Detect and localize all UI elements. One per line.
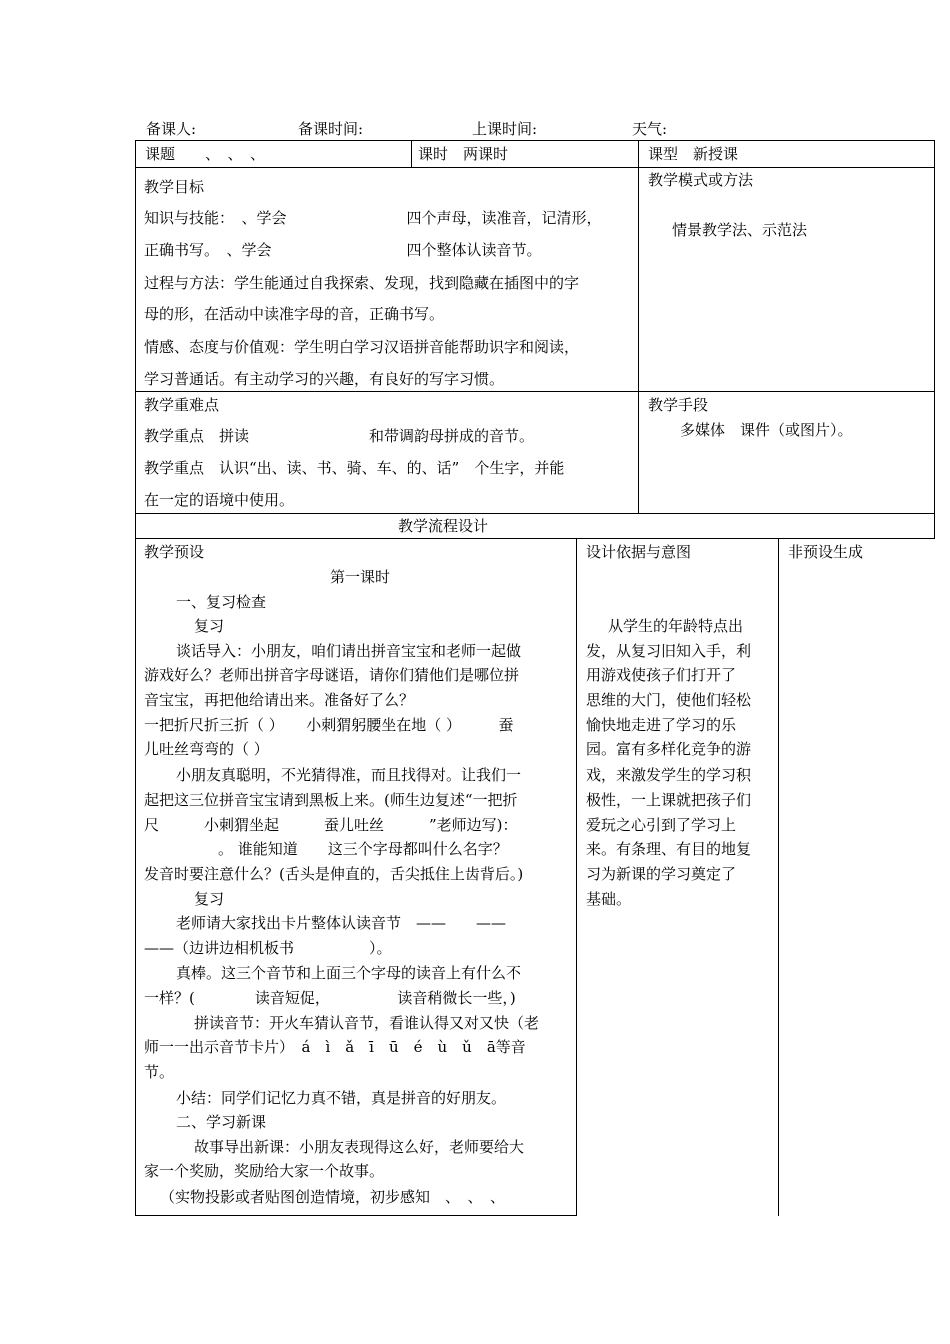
preset-line: 复习 (194, 617, 225, 635)
rationale-line: 思维的大门，使他们轻松 (586, 691, 752, 709)
preset-line: 节。 (144, 1063, 175, 1081)
preset-line: 起把这三位拼音宝宝请到黑板上来。(师生边复述“一把折 (144, 791, 518, 809)
keypoints-line: 教学重点 认识“出、读、书、骑、车、的、话” 个生字，并能 (144, 459, 565, 477)
preset-line: 二、学习新课 (176, 1113, 267, 1131)
weather-label: 天气: (632, 120, 668, 138)
rationale-line: 戏，来激发学生的学习积 (586, 766, 752, 784)
preset-line: 儿吐丝弯弯的（ ） (144, 740, 269, 758)
preset-line: 复习 (194, 890, 225, 908)
preset-line: 一把折尺折三折（ ） 小刺猬躬腰坐在地（ ） 蚕 (144, 716, 514, 734)
objectives-title: 教学目标 (144, 178, 205, 196)
preset-line: 一样？( 读音短促， 读音稍微长一些，) (144, 989, 516, 1007)
preset-line: 。 谁能知道 这三个字母都叫什么名字？ (218, 840, 508, 858)
topic-cell: 课题 、 、 、 (145, 145, 266, 163)
preset-line: 发音时要注意什么？(舌头是伸直的，舌尖抵住上齿背后。) (144, 865, 524, 883)
preset-line: 家一个奖励，奖励给大家一个故事。 (144, 1162, 385, 1180)
preparer-label: 备课人: (146, 120, 197, 138)
objectives-line: 学习普通话。有主动学习的兴趣，有良好的写字习惯。 (144, 370, 505, 388)
rationale-line: 园。富有多样化竞争的游 (586, 740, 752, 758)
preset-line: 师一一出示音节卡片） á ì ǎ ī ū é ù ǔ ā等音 (144, 1038, 526, 1056)
rationale-line: 从学生的年龄特点出 (608, 617, 744, 635)
preset-line: 老师请大家找出卡片整体认读音节 —— —— (176, 914, 507, 932)
rationale-line: 爱玩之心引到了学习上 (586, 816, 737, 834)
prep-time-label: 备课时间: (298, 120, 364, 138)
preset-line: 一、复习检查 (176, 593, 267, 611)
preset-line: ——（边讲边相机板书 ）。 (144, 939, 392, 957)
preset-line: 小朋友真聪明，不光猜得准，而且找得对。让我们一 (176, 766, 522, 784)
preset-line: 游戏好么？老师出拼音字母谜语，请你们猜他们是哪位拼 (144, 666, 520, 684)
objectives-line: 正确书写。 、学会 四个整体认读音节。 (144, 241, 542, 259)
preset-line: 第一课时 (330, 568, 391, 586)
rationale-line: 习为新课的学习奠定了 (586, 865, 737, 883)
nonpreset-header: 非预设生成 (788, 543, 864, 561)
keypoints-line: 在一定的语境中使用。 (144, 491, 295, 509)
hours-cell: 课时 两课时 (418, 145, 509, 163)
rationale-line: 来。有条理、有目的地复 (586, 840, 752, 858)
preset-line: 谈话导入：小朋友，咱们请出拼音宝宝和老师一起做 (176, 642, 522, 660)
preset-header: 教学预设 (144, 543, 205, 561)
rationale-line: 极性，一上课就把孩子们 (586, 791, 752, 809)
preset-line: 故事导出新课：小朋友表现得这么好，老师要给大 (194, 1138, 525, 1156)
preset-line: 拼读音节：开火车猜认音节，看谁认得又对又快（老 (194, 1014, 540, 1032)
objectives-line: 知识与技能： 、学会 四个声母，读准音，记清形， (144, 209, 602, 227)
rationale-line: 基础。 (586, 890, 632, 908)
mode-title: 教学模式或方法 (648, 171, 754, 189)
objectives-line: 过程与方法：学生能通过自我探索、发现，找到隐藏在插图中的字 (144, 274, 580, 292)
preset-line: （实物投影或者贴图创造情境，初步感知 、 、 、 (160, 1188, 506, 1206)
preset-line: 小结：同学们记忆力真不错，真是拼音的好朋友。 (176, 1089, 507, 1107)
rationale-header: 设计依据与意图 (586, 543, 692, 561)
rationale-line: 用游戏使孩子们打开了 (586, 666, 737, 684)
flow-title: 教学流程设计 (398, 517, 489, 535)
keypoints-title: 教学重难点 (144, 396, 220, 414)
means-content: 多媒体 课件（或图片）。 (680, 421, 853, 439)
preset-line: 音宝宝，再把他给请出来。准备好了么？ (144, 691, 415, 709)
means-title: 教学手段 (648, 396, 709, 414)
keypoints-line: 教学重点 拼读 和带调韵母拼成的音节。 (144, 427, 535, 445)
rationale-line: 愉快地走进了学习的乐 (586, 716, 737, 734)
type-cell: 课型 新授课 (648, 145, 739, 163)
preset-line: 真棒。这三个音节和上面三个字母的读音上有什么不 (176, 964, 522, 982)
mode-content: 情景教学法、示范法 (672, 221, 808, 239)
preset-line: 尺 小刺猬坐起 蚕儿吐丝 ”老师边写)： (144, 816, 518, 834)
objectives-line: 情感、态度与价值观：学生明白学习汉语拼音能帮助识字和阅读， (144, 338, 580, 356)
objectives-line: 母的形，在活动中读准字母的音，正确书写。 (144, 305, 445, 323)
class-time-label: 上课时间: (472, 120, 538, 138)
rationale-line: 发，从复习旧知入手，利 (586, 642, 752, 660)
